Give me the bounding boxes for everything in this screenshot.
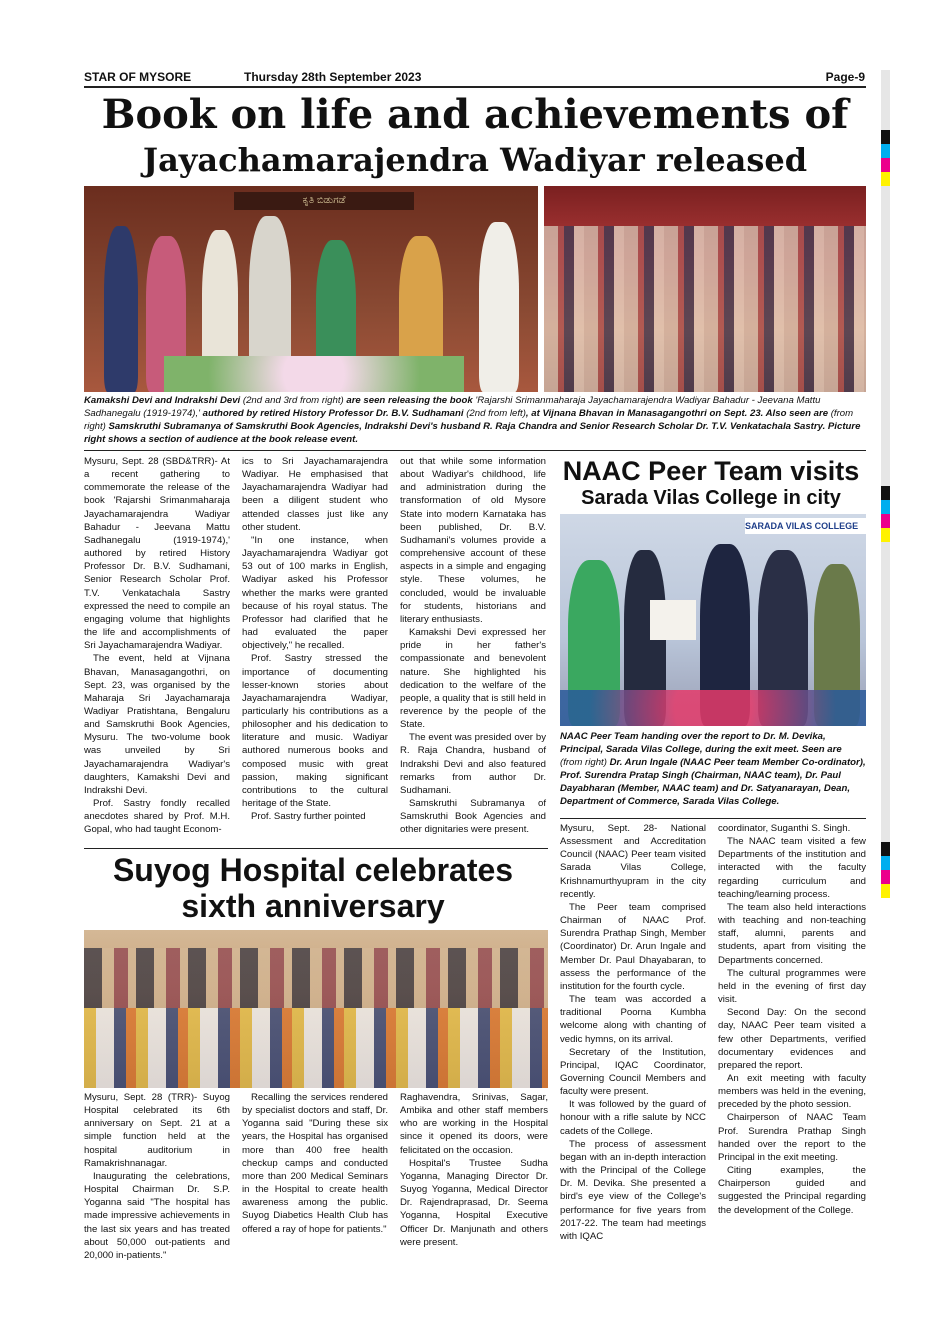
naac-exit-meet-photo bbox=[560, 514, 866, 726]
header-rule bbox=[84, 86, 866, 88]
story2-caption-rule bbox=[560, 818, 866, 819]
story3-headline-line1: Suyog Hospital celebrates bbox=[112, 852, 514, 888]
color-registration-marks bbox=[881, 70, 890, 898]
story1-headline-line2: Jayachamarajendra Wadiyar released bbox=[142, 141, 808, 179]
story3-headline-line2: sixth anniversary bbox=[181, 888, 445, 924]
masthead-name: STAR OF MYSORE bbox=[84, 70, 192, 84]
audience-photo bbox=[544, 186, 866, 392]
book-release-stage-photo bbox=[84, 186, 538, 392]
story1-column1: Mysuru, Sept. 28 (SBD&TRR)- At a recent gathering to commemorate the release of the book 'Rajarshi Srimanmaharaja Jayachamarajendra Wadiyar Bahadur - Jeevana Mattu Sadhanegalu (1919-1974),' authored by retired History Professor Dr. B.V. Sudhamani, Senior Research Scholar Prof. T.V. Venkatachala Sastry expressed the need to compile an engaging volume that highlights the life and accomplishments of Sri Jayachamarajendra Wadiyar. The event, held at Vijnana Bhavan, Manasagangothri, on Sept. 23, was organised by the Maharaja Sri Jayachamaraja Wadiyar Pratishtana, Bengaluru and Samskruthi Book Agencies, Mysuru. The two-volume book was unveiled by Sri Jayachamarajendra Wadiyar's daughters, Kamakshi Devi and Indrakshi Devi. Prof. Sastry fondly recalled anecdotes shared by Prof. M.H. Gopal, who had taught Econom- bbox=[84, 456, 230, 836]
story2-headline-line2: Sarada Vilas College in city bbox=[581, 487, 841, 509]
story1-column3: out that while some information about Wadiyar's childhood, life and administration during the transformation of old Mysore State into modern Karnataka has been published, Dr. B.V. Sudhamani's volumes provide a comprehensive account of these aspects in a simple and engaging style. These volumes, he concluded, would be invaluable for students, historians and literary enthusiasts. Kamakshi Devi expressed her pride in her father's compassionate and benevolent nature. She highlighted his dedication to the welfare of the people, a quality that is still held in reverence by the people of the State. The event was presided over by R. Raja Chandra, husband of Indrakshi Devi and also featured remarks from author Dr. Sudhamani. Samskruthi Subramanya of Samskruthi Book Agencies and other dignitaries were present. bbox=[400, 456, 546, 836]
flower-bouquets bbox=[164, 356, 464, 392]
story3-column1: Mysuru, Sept. 28 (TRR)- Suyog Hospital celebrated its 6th anniversary on Sept. 21 at a simple function held at the hospital auditorium in Ramakrishnanagar. Inaugurating the celebrations, Hospital Chairman Dr. S.P. Yoganna said "The hospital has made impressive achievements in the last six years and has treated about 50,000 out-patients and 20,000 in-patients." bbox=[84, 1092, 230, 1261]
story1-headline-line1: Book on life and achievements of bbox=[101, 91, 849, 138]
story3-column3: Raghavendra, Srinivas, Sagar, Ambika and other staff members who are working in the Hospital since it opened its doors, were felicitated on the occasion. Hospital's Trustee Sudha Yoganna, Managing Director Dr. Suyog Yoganna, Medical Director Dr. Rajendraprasad, Dr. Seema Yoganna, Hospital Executive Officer Dr. Manjunath and others were present. bbox=[400, 1092, 548, 1248]
issue-date: Thursday 28th September 2023 bbox=[244, 70, 422, 84]
story3-top-rule bbox=[84, 848, 548, 849]
stage-banner: ಕೃತಿ ಬಿಡುಗಡೆ bbox=[234, 192, 414, 210]
story2-column1: Mysuru, Sept. 28- National Assessment and Accreditation Council (NAAC) Peer team visited Sarada Vilas College, Krishnamurthyupram in the city recently. The Peer team comprised Chairman of NAAC Prof. Surendra Prathap Singh, Member (Coordinator) Dr. Arun Ingale and Member Dr. Paul Dhayabaran, to assess the performance of the institution for the fourth cycle. The team was accorded a traditional Poorna Kumbha welcome along with chanting of vedic hymns, on its arrival. Secretary of the Institution, Principal, IQAC Coordinator, Governing Council Members and faculty were present. It was followed by the guard of honour with a rifle salute by NCC cadets of the College. The process of assessment began with an in-depth interaction with the Principal of the College Dr. M. Devika. She presented a bird's eye view of the College's performance for five years from 2017-22. The team had meetings with IQAC bbox=[560, 823, 706, 1242]
story2-headline-line1: NAAC Peer Team visits bbox=[562, 456, 860, 486]
college-banner: SARADA VILAS COLLEGE bbox=[745, 518, 866, 534]
story3-column2: Recalling the services rendered by specialist doctors and staff, Dr. Yoganna said "During these six years, the Hospital has organised more than 400 free health checkup camps and conducted more than 200 Medical Seminars in the Hospital to create health awareness among the public. Suyog Diabetics Health Club has offered a ray of hope for patients." bbox=[242, 1092, 388, 1235]
story1-column2: ics to Sri Jayachamarajendra Wadiyar. He emphasised that Jayachamarajendra Wadiyar had been a diligent student who attended classes just like any other student. "In one instance, when Jayachamarajendra Wadiyar got 53 out of 100 marks in English, Wadiyar asked his Professor whether the marks were granted because of his royal status. The Professor had clarified that he had evaluated the paper objectively," he recalled. Prof. Sastry stressed the importance of documenting lesser-known stories about Jayachamarajendra Wadiyar, particularly his contributions as a philosopher and his dedication to literature and music. Wadiyar authored numerous books and composed music with great passion, making significant contributions to the cultural heritage of the State. Prof. Sastry further pointed bbox=[242, 456, 388, 823]
hospital-anniversary-photo bbox=[84, 930, 548, 1088]
story2-column2: coordinator, Suganthi S. Singh. The NAAC team visited a few Departments of the institution and interacted with the faculty regarding curriculum and teaching/learning process. The team also held interactions with teaching and non-teaching staff, alumni, parents and students, apart from visiting the Departments concerned. The cultural programmes were held in the evening of first day visit. Second Day: On the second day, NAAC Peer team visited a few other Departments, verified documentary evidences and prepared the report. An exit meeting with faculty members was held in the evening, preceded by the photo session. Chairperson of NAAC Team Prof. Surendra Prathap Singh handed over the report to the Principal in the exit meeting. Citing examples, the Chairperson guided and suggested the Principal regarding the development of the College. bbox=[718, 823, 866, 1216]
page-number: Page-9 bbox=[825, 70, 865, 84]
caption-rule bbox=[84, 450, 866, 451]
story2-caption: NAAC Peer Team handing over the report to Dr. M. Devika, Principal, Sarada Vilas College, during the exit meet. Seen are (from right) Dr. Arun Ingale (NAAC Peer team Member Co-ordinator), Prof. Surendra Pratap Singh (Chairman, NAAC team), Dr. Paul Dayabharan (Member, NAAC team) and Dr. Satyanarayan, Dean, Department of Commerce, Sarada Vilas College. bbox=[560, 731, 866, 807]
story1-caption: Kamakshi Devi and Indrakshi Devi (2nd and 3rd from right) are seen releasing the book 'Rajarshi Srimanmaharaja Jayachamarajendra Wadiyar Bahadur - Jeevana Mattu Sadhanegalu (1919-1974),' authored by retired History Professor Dr. B.V. Sudhamani (2nd from left), at Vijnana Bhavan in Manasagangothri on Sept. 23. Also seen are (from right) Samskruthi Subramanya of Samskruthi Book Agencies, Indrakshi Devi's husband R. Raja Chandra and Senior Research Scholar Dr. T.V. Venkatachala Sastry. Picture right shows a section of audience at the book release event. bbox=[84, 395, 861, 445]
